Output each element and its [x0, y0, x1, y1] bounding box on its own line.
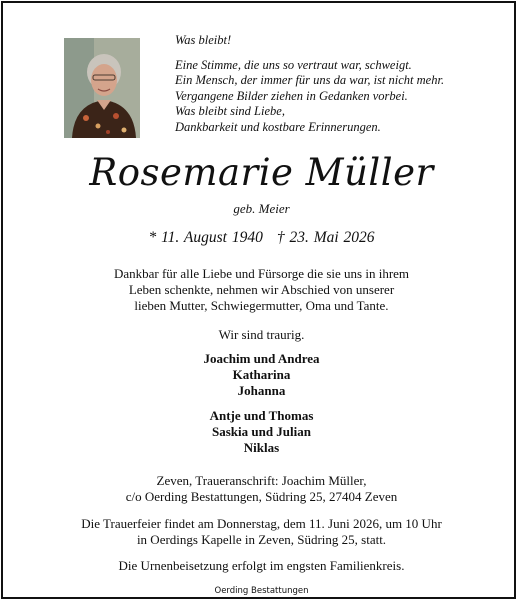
- birth-name: geb. Meier: [233, 201, 290, 216]
- text-line: Leben schenkte, nehmen wir Abschied von unserer: [128, 282, 395, 297]
- family-member: Antje und Thomas: [209, 408, 314, 423]
- portrait-image: [64, 38, 140, 138]
- urn-info: Die Urnenbeisetzung erfolgt im engsten Familienkreis.: [118, 558, 405, 573]
- obituary-notice: [1, 1, 516, 599]
- poem-line: Vergangene Bilder ziehen in Gedanken vorbei.: [175, 88, 408, 103]
- family-member: Saskia und Julian: [211, 424, 311, 439]
- deceased-name: Rosemarie Müller: [89, 151, 434, 194]
- death-date: † 23. Mai 2026: [276, 229, 375, 246]
- birth-date: * 11. August 1940: [148, 229, 263, 246]
- funeral-home-credit: Oerding Bestattungen: [214, 586, 309, 596]
- life-dates: [3, 229, 520, 247]
- family-member: Johanna: [237, 383, 286, 398]
- poem-line: Dankbarkeit und kostbare Erinnerungen.: [175, 119, 381, 134]
- mourning-address: [3, 473, 520, 505]
- poem-line: Was bleibt sind Liebe,: [175, 104, 285, 119]
- text-line: Zeven, Traueranschrift: Joachim Müller,: [156, 473, 367, 488]
- family-group: [3, 408, 520, 456]
- text-line: Dankbar für alle Liebe und Fürsorge die sie uns in ihrem: [113, 266, 410, 281]
- portrait-photo: [64, 38, 140, 138]
- family-member: Niklas: [243, 440, 280, 455]
- thanks-text: [3, 266, 520, 314]
- family-member: Joachim und Andrea: [203, 351, 320, 366]
- sad-text: Wir sind traurig.: [218, 327, 305, 342]
- poem-line: Ein Mensch, der immer für uns da war, ist nicht mehr.: [175, 73, 445, 88]
- text-line: c/o Oerding Bestattungen, Südring 25, 27404 Zeven: [125, 489, 398, 504]
- funeral-info: [3, 516, 520, 548]
- family-group: [3, 351, 520, 399]
- text-line: lieben Mutter, Schwiegermutter, Oma und Tante.: [134, 298, 389, 313]
- text-line: in Oerdings Kapelle in Zeven, Südring 25, statt.: [136, 532, 387, 547]
- text-line: Die Trauerfeier findet am Donnerstag, dem 11. Juni 2026, um 10 Uhr: [81, 516, 442, 531]
- poem-line: Was bleibt!: [175, 33, 232, 47]
- poem-line: Eine Stimme, die uns so vertraut war, schweigt.: [175, 57, 412, 72]
- poem: [175, 33, 444, 136]
- family-member: Katharina: [232, 367, 291, 382]
